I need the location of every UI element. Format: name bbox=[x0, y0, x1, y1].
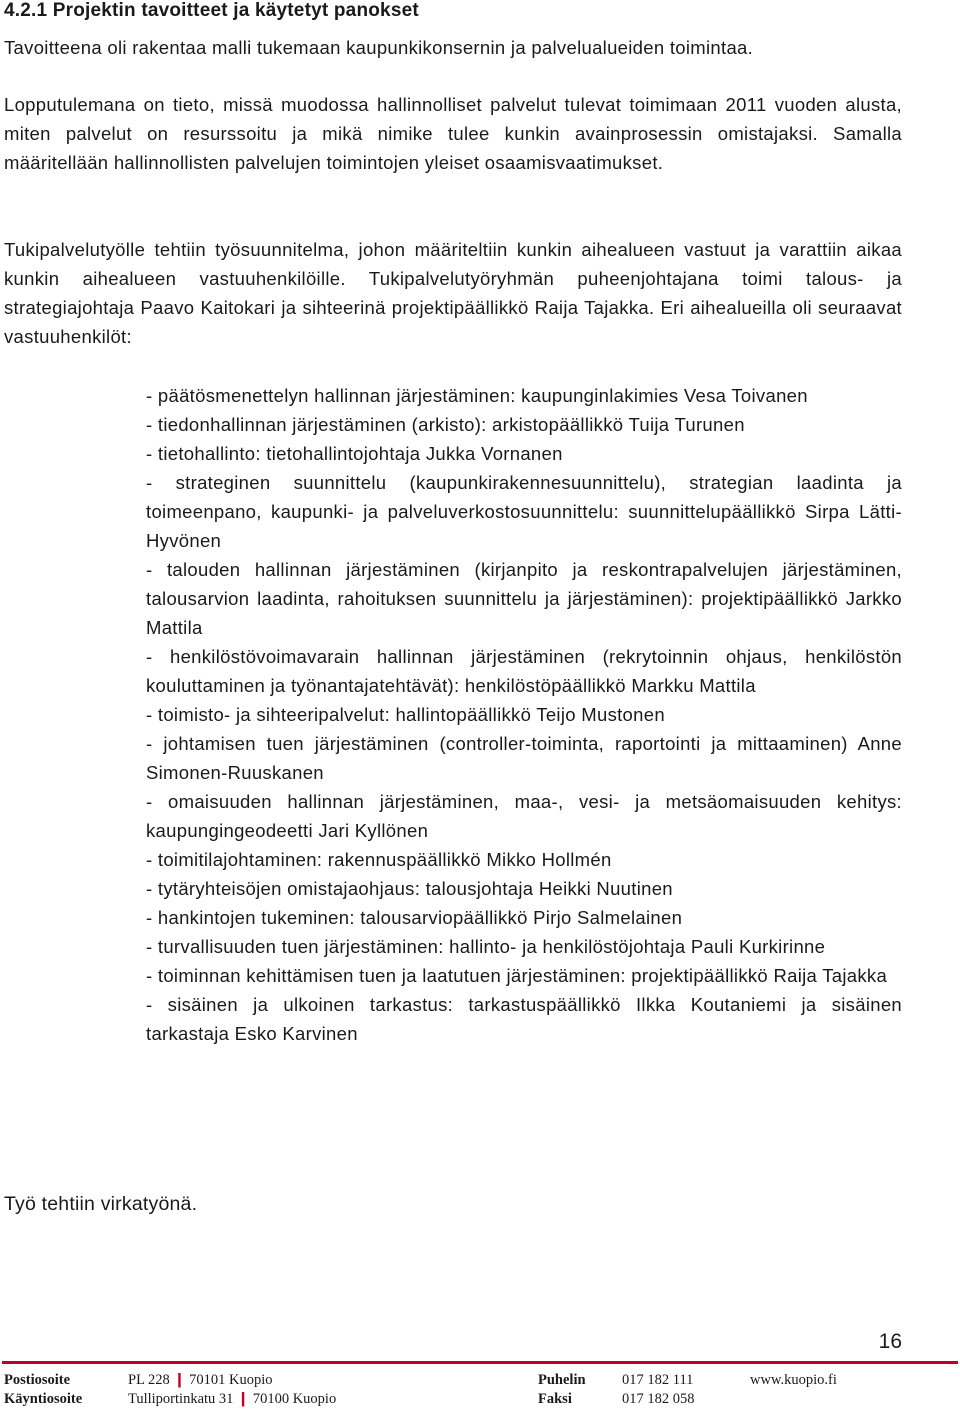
page-footer bbox=[4, 1371, 954, 1409]
phone-label: Puhelin bbox=[538, 1372, 586, 1388]
list-item: - henkilöstövoimavarain hallinnan järjestäminen (rekrytoinnin ohjaus, henkilöstön kouluttaminen ja työnantajatehtävät): henkilöstöpäällikkö Markku Mattila bbox=[146, 646, 902, 696]
fax-label: Faksi bbox=[538, 1391, 572, 1407]
list-item: - sisäinen ja ulkoinen tarkastus: tarkastuspäällikkö Ilkka Koutaniemi ja sisäinen tarkastaja Esko Karvinen bbox=[146, 994, 902, 1044]
paragraph-goal: Tavoitteena oli rakentaa malli tukemaan kaupunkikonsernin ja palvelualueiden toimintaa. bbox=[4, 37, 754, 58]
fax-number: 017 182 058 bbox=[622, 1391, 695, 1407]
separator-icon: ❙ bbox=[173, 1372, 186, 1388]
footer-divider bbox=[2, 1361, 958, 1364]
postal-city: 70101 Kuopio bbox=[189, 1372, 273, 1388]
list-item: - päätösmenettelyn hallinnan järjestäminen: kaupunginlakimies Vesa Toivanen bbox=[146, 385, 808, 406]
list-item: - strateginen suunnittelu (kaupunkirakennesuunnittelu), strategian laadinta ja toimeenpano, kaupunki- ja palveluverkostosuunnittelu: suunnittelupäällikkö Sirpa Lätti-Hyvönen bbox=[146, 472, 902, 551]
list-item: - omaisuuden hallinnan järjestäminen, maa-, vesi- ja metsäomaisuuden kehitys: kaupungingeodeetti Jari Kyllönen bbox=[146, 791, 902, 841]
list-item: - tiedonhallinnan järjestäminen (arkisto): arkistopäällikkö Tuija Turunen bbox=[146, 414, 745, 435]
list-item: - turvallisuuden tuen järjestäminen: hallinto- ja henkilöstöjohtaja Pauli Kurkirinne bbox=[146, 936, 826, 957]
footer-row-visit bbox=[4, 1390, 954, 1409]
visit-label: Käyntiosoite bbox=[4, 1391, 83, 1407]
page-number: 16 bbox=[878, 1330, 902, 1353]
list-item: - hankintojen tukeminen: talousarviopäällikkö Pirjo Salmelainen bbox=[146, 907, 683, 928]
postal-box: PL 228 bbox=[128, 1372, 170, 1388]
footer-row-postal bbox=[4, 1371, 954, 1390]
paragraph-work-plan: Tukipalvelutyölle tehtiin työsuunnitelma, johon määriteltiin kunkin aihealueen vastuut ja varattiin aikaa kunkin aihealueen vastuuhenkilöille. Tukipalvelutyöryhmän puheenjohtajana toimi talous- ja strategiajohtaja Paavo Kaitokari ja sihteerinä projektipäällikkö Raija Tajakka. Eri aihealueilla oli seuraavat vastuuhenkilöt: bbox=[4, 239, 902, 347]
list-item: - toimitilajohtaminen: rakennuspäällikkö Mikko Hollmén bbox=[146, 849, 612, 870]
separator-icon: ❙ bbox=[237, 1391, 250, 1407]
responsibility-list bbox=[146, 381, 902, 1048]
visit-street: Tulliportinkatu 31 bbox=[128, 1391, 234, 1407]
list-item: - toimisto- ja sihteeripalvelut: hallintopäällikkö Teijo Mustonen bbox=[146, 704, 665, 725]
list-item: - johtamisen tuen järjestäminen (controller-toiminta, raportointi ja mittaaminen) Anne Simonen-Ruuskanen bbox=[146, 733, 902, 783]
postal-label: Postiosoite bbox=[4, 1372, 71, 1388]
list-item: - tytäryhteisöjen omistajaohjaus: talousjohtaja Heikki Nuutinen bbox=[146, 878, 673, 899]
list-item: - toiminnan kehittämisen tuen ja laatutuen järjestäminen: projektipäällikkö Raija Tajakka bbox=[146, 965, 888, 986]
paragraph-outcome: Lopputulemana on tieto, missä muodossa hallinnolliset palvelut tulevat toimimaan 2011 vuoden alusta, miten palvelut on resurssoitu ja mikä nimike tulee kunkin avainprosessin omistajaksi. Samalla määritellään hallinnollisten palvelujen toimintojen yleiset osaamisvaatimukset. bbox=[4, 94, 902, 173]
postal-address bbox=[128, 1371, 273, 1390]
website-link[interactable]: www.kuopio.fi bbox=[750, 1372, 837, 1388]
phone-number: 017 182 111 bbox=[622, 1372, 694, 1388]
section-heading: 4.2.1 Projektin tavoitteet ja käytetyt panokset bbox=[4, 0, 419, 21]
list-item: - tietohallinto: tietohallintojohtaja Jukka Vornanen bbox=[146, 443, 563, 464]
list-item: - talouden hallinnan järjestäminen (kirjanpito ja reskontrapalvelujen järjestäminen, talousarvion laadinta, rahoituksen suunnittelu ja järjestäminen): projektipäällikkö Jarkko Mattila bbox=[146, 559, 902, 638]
closing-sentence: Työ tehtiin virkatyönä. bbox=[4, 1193, 198, 1215]
visit-address bbox=[128, 1390, 336, 1409]
visit-city: 70100 Kuopio bbox=[252, 1391, 337, 1407]
